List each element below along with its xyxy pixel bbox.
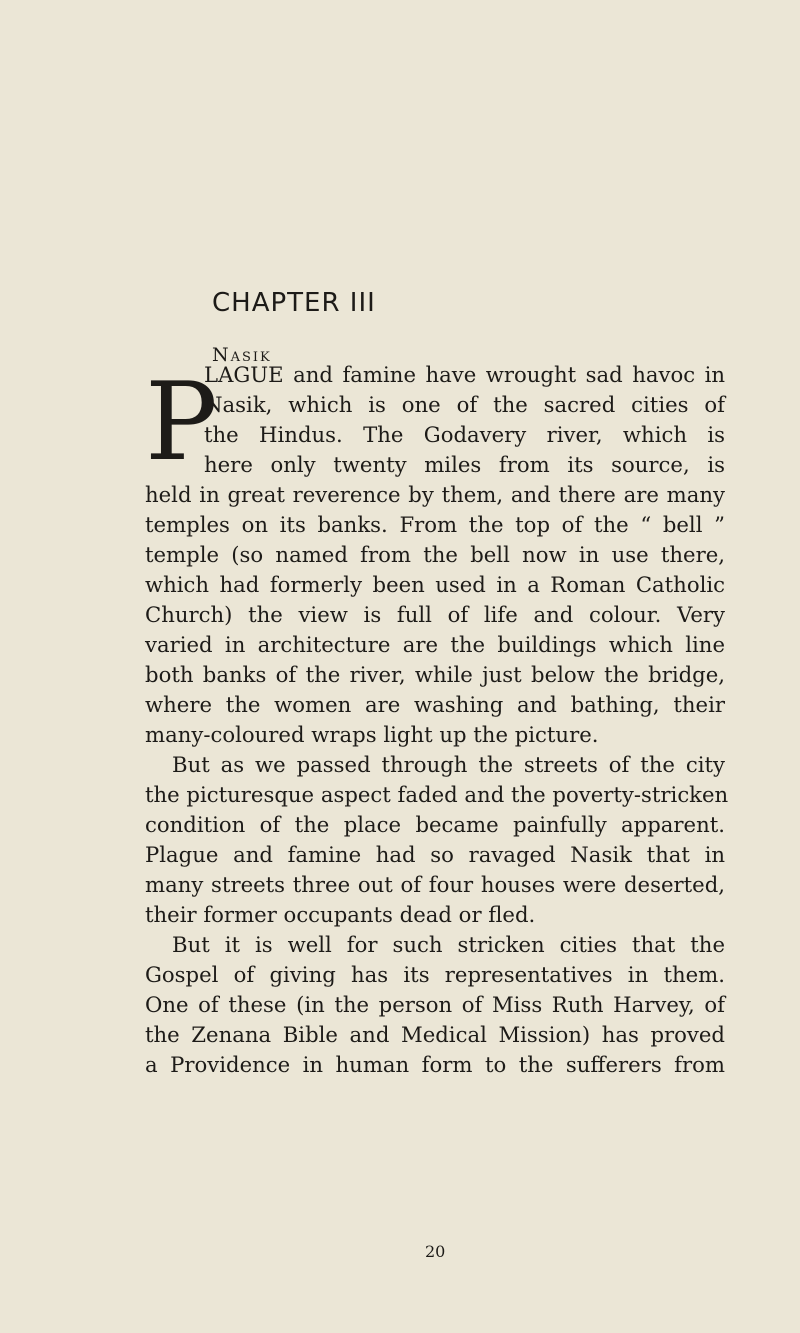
text-line: the picturesque aspect faded and the poverty-stricken bbox=[145, 782, 729, 807]
text-line: their former occupants dead or fled. bbox=[145, 902, 536, 927]
page-number: 20 bbox=[425, 1242, 446, 1261]
text-line: both banks of the river, while just below the bridge, bbox=[145, 662, 725, 687]
text-line: Nasik, which is one of the sacred cities of bbox=[204, 392, 725, 417]
chapter-heading: CHAPTER III bbox=[212, 288, 376, 318]
text-line: temples on its banks. From the top of the “ bell ” bbox=[145, 512, 725, 537]
text-line: Church) the view is full of life and colour. Very bbox=[145, 602, 725, 627]
text-line: a Providence in human form to the sufferers from bbox=[145, 1052, 725, 1077]
text-line: here only twenty miles from its source, is bbox=[204, 452, 725, 477]
text-line: held in great reverence by them, and there are many bbox=[145, 482, 725, 507]
text-line: temple (so named from the bell now in use there, bbox=[145, 542, 725, 567]
text-line: where the women are washing and bathing, their bbox=[145, 692, 725, 717]
text-line: many-coloured wraps light up the picture. bbox=[145, 722, 599, 747]
text-line: which had formerly been used in a Roman Catholic bbox=[145, 572, 725, 597]
text-line: But as we passed through the streets of the city bbox=[172, 752, 725, 777]
text-line: the Hindus. The Godavery river, which is bbox=[204, 422, 725, 447]
text-line: Plague and famine had so ravaged Nasik that in bbox=[145, 842, 725, 867]
text-line: many streets three out of four houses were deserted, bbox=[145, 872, 725, 897]
text-line: varied in architecture are the buildings which line bbox=[145, 632, 725, 657]
text-line: One of these (in the person of Miss Ruth Harvey, of bbox=[145, 992, 725, 1017]
text-line: the Zenana Bible and Medical Mission) has proved bbox=[145, 1022, 725, 1047]
body-text bbox=[145, 360, 729, 1310]
section-title: Nasik bbox=[212, 344, 272, 366]
text-line: condition of the place became painfully apparent. bbox=[145, 812, 725, 837]
text-line: But it is well for such stricken cities that the bbox=[172, 932, 725, 957]
drop-cap: P bbox=[145, 360, 218, 485]
text-line: Gospel of giving has its representatives in them. bbox=[145, 962, 725, 987]
text-line: LAGUE and famine have wrought sad havoc in bbox=[204, 362, 725, 387]
